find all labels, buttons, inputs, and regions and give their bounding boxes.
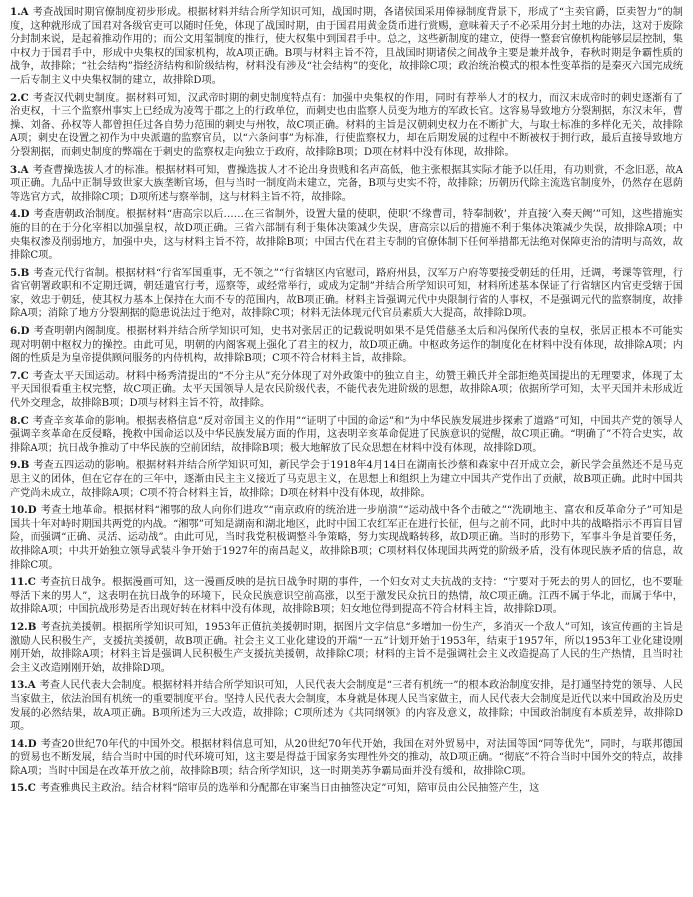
answer-letter: C [27, 576, 36, 589]
question-number: 12. [10, 620, 28, 633]
explanation-text: 考查元代行省制。根据材料“行省军国重事，无不领之”“行省辖区内官慰司，路府州县，汉军万户府等要接受朝廷的任用，迁调，考课等管理，行省官朝署政职和不定期迁调，朝廷遣官行考，巡察等，或经常举行，或成为定制”并结合所学知识可知，材料所述基本保证了行省辖区内官吏受辖于国家，效忠于朝廷，使其权力基本上保持在大而不专的范围内，故B项正确。材料主旨强调元代中央限制行省的人事权，不是强调元代的监察制度，故排除A项；消除了地方分裂割据的隐患说法过于绝对，故排除C项；材料无法体现元代官员素质大大提高，故排除D项。 [10, 267, 683, 320]
answer-item [10, 459, 683, 500]
answer-letter: B [20, 266, 30, 279]
explanation-text: 考查战国时期官僚制度初步形成。根据材料并结合所学知识可知，战国时期，各诸侯国采用俸禄制度背景下，形成了“主卖官爵，臣卖智力”的制度，这种就形成了国君对各级官吏可以随时任免，体现了战国时期，由于国君用黄金货币进行赏赐，意味着天子不必采用分封土地的办法，这对于废除分封制来说，是起着推动作用的；而公文用玺制度的推行，使大权集中到国君手中。总之，这些新制度的建立，使得一整套官僚机构能够层层控制，集中权力于国君手中，形成中央集权的国家机构，故A项正确。B项与材料主旨不符，且战国时期诸侯之间战争主要是兼并战争，春秋时期是争霸性质的战争，故排除；“社会结构”指经济结构和阶级结构，材料没有涉及“社会结构”的变化，故排除C项；政治统治模式的根本性变革指的是秦灭六国完成统一后专制主义中央集权制的建立，故排除D项。 [10, 7, 683, 86]
answer-letter: C [20, 91, 29, 104]
explanation-text: 考查太平天国运动。材料中杨秀清提出的“不分主从”充分体现了对外政策中的独立自主，幼赞王赖氏并全部拒绝英国提出的无理要求，体现了太平天国很看重主权完整，故C项正确。太平天国领导人是农民阶级代表，不能代表先进阶级的思想，故排除A项；依据所学可知，太平天国并未形成近代外交理念，故排除B项；D项与材料主旨不符，故排除。 [10, 370, 683, 410]
answer-item [10, 92, 683, 160]
question-number: 1. [10, 6, 21, 18]
answer-letter: A [20, 6, 29, 18]
answer-item [10, 415, 683, 456]
answer-letter: D [27, 737, 37, 750]
answer-list [10, 6, 683, 796]
question-number: 5. [10, 266, 21, 279]
answer-item [10, 621, 683, 675]
explanation-text: 考查抗日战争。根据漫画可知，这一漫画反映的是抗日战争时期的事件，一个妇女对丈夫抗战的支持：“宁要对于死去的男人的回忆，也不要耻辱活下来的男人”，这表明在抗日战争的环境下，民众民族意识空前高涨，以至于激发民众抗日的热情，故C项正确。江西不属于华北，而属于华中，故排除A项；中国抗战形势是否出现好转在材料中没有体现，故排除B项；妇女地位得到提高不符合材料主旨，故排除D项。 [10, 577, 683, 616]
question-number: 8. [10, 414, 21, 427]
explanation-text: 考查抗美援朝。根据所学知识可知，1953年正值抗美援朝时期，据图片文字信息“多增加一份生产，多消灭一个敌人”可知，该宣传画的主旨是激励人民积极生产，支援抗美援朝，故B项正确。社会主义工业化建设的开端“一五”计划开始于1953年，结束于1957年，所以1953年工业化建设刚刚开始，故排除A项；材料主旨是强调人民积极生产支援抗美援朝，故排除C项；材料的主旨不是强调社会主义改造提高了人民的生产热情，且当时社会主义改造刚刚开始，故排除D项。 [10, 621, 683, 674]
question-number: 14. [10, 737, 28, 750]
answer-letter: B [27, 620, 37, 633]
answer-item [10, 6, 683, 88]
answer-item [10, 504, 683, 572]
answer-letter: A [27, 679, 36, 692]
question-number: 7. [10, 369, 21, 382]
answer-letter: D [20, 208, 30, 221]
answer-letter: D [20, 325, 30, 338]
answer-letter: D [27, 504, 37, 517]
answer-item [10, 738, 683, 779]
explanation-text: 考查辛亥革命的影响。根据表格信息“反对帝国主义的作用”“证明了中国的命运”和“为中华民族发展进步探索了道路”可知，中国共产党的领导人强调辛亥革命在反侵略，挽救中国命运以及中华民族发展方面的作用，这表明辛亥革命促进了民族意识的觉醒，故C项正确。“明确了”不符合史实，故排除A项；抗日战争推动了中华民族的空前团结，故排除B项；极大地解放了民众思想在材料中没有体现，故排除D项。 [10, 415, 683, 454]
answer-letter: C [27, 782, 36, 795]
explanation-text: 考查雅典民主政治。结合材料“陪审员的选举和分配都在审案当日由抽签决定”可知，陪审员由公民抽签产生，这 [39, 783, 540, 795]
explanation-text: 考查五四运动的影响。根据材料并结合所学知识可知，新民学会于1918年4月14日在湖南长沙蔡和森家中召开成立会，新民学会虽然还不是马克思主义的团体，但在它存在的三年中，逐渐由民主主义接近了马克思主义，在思想上和组织上为建立中国共产党作出了贡献，故B项正确。此时中国共产党尚未成立，故排除A项；C项不符合材料主旨，故排除；D项在材料中没有体现，故排除。 [10, 460, 683, 499]
answer-letter: C [20, 369, 29, 382]
answer-item [10, 576, 683, 617]
question-number: 4. [10, 208, 21, 221]
explanation-text: 考查唐朝政治制度。根据材料“唐高宗以后……在三省制外，设置大量的使职，使职‘不缘曹司，特奉制敕’，并直接‘入奏天阙’”可知，这些措施实施的目的在于分化宰相以加强皇权，故D项正确。三省六部制有利于集体决策减少失误，唐高宗以后的措施不利于集体决策减少失误，故排除A项；中央集权渗及削弱地方，加强中央，这与材料主旨不符，故排除B项；中国古代在君主专制的官僚体制下任何举措都无法绝对保障吏治的清明与高效，故排除C项。 [10, 209, 683, 262]
answer-item [10, 782, 683, 796]
question-number: 9. [10, 459, 21, 472]
question-number: 10. [10, 504, 28, 517]
answer-item [10, 370, 683, 411]
answer-letter: A [20, 163, 29, 176]
question-number: 11. [10, 576, 28, 589]
answer-item [10, 679, 683, 733]
question-number: 3. [10, 163, 21, 176]
answer-letter: B [20, 459, 30, 472]
question-number: 2. [10, 91, 21, 104]
question-number: 15. [10, 782, 28, 795]
explanation-text: 考查明朝内阁制度。根据材料并结合所学知识可知，史书对张居正的记载说明如果不是凭借慈圣太后和冯保所代表的皇权，张居正根本不可能实现对明朝中枢权力的操控。由此可见，明朝的内阁客观上强化了君主的权力，故D项正确。中枢政务运作的制度化在材料中没有体现，故排除A项；内阁的性质是为皇帝提供顾问服务的内侍机构，故排除B项；C项不符合材料主旨，故排除。 [10, 326, 683, 365]
answer-item [10, 267, 683, 321]
explanation-text: 考查土地革命。根据材料“湘鄂的敌人向你们进攻”“南京政府的统治进一步崩溃”“运动战中各个击破之”“洗刷地主、富农和反革命分子”可知是国共十年对峙时期国共两党的内战。“湘鄂”可知是湖南和湖北地区，此时中国工农红军正在进行长征，但与之前不同，此时中共的战略指示不再盲目冒险，而强调“正确、灵活、运动战”。由此可见，当时我党积极调整斗争策略，努力实现战略转移，故D项正确。当时的形势下，军事斗争是首要任务，故排除A项；中共开始独立领导武装斗争开始于1927年的南昌起义，故排除B项；C项材料仅体现国共两党的阶级矛盾，没有体现民族矛盾的信息，故排除C项。 [10, 505, 683, 571]
explanation-text: 考查曹操选拔人才的标准。根据材料可知，曹操选拔人才不论出身贵贱和名声高低，他主张根据其实际才能予以任用，有功则赏，不念旧恶，故A项正确。九品中正制导致世家大族垄断官场，但与当时一制度尚未建立，完备，B项与史实不符，故排除；历朝历代除主流选官制度外，仍然存在恩荫等选官方式，故排除C项；D项所述与察举制，这与材料主旨不符，故排除。 [10, 164, 683, 203]
explanation-text: 考查人民代表大会制度。根据材料并结合所学知识可知，人民代表大会制度是“三者有机统一”的根本政治制度安排，是打通坚持党的领导、人民当家做主，依法治国有机统一的重要制度平台。坚持人民代表大会制度，本身就是体现人民当家做主，而人民代表大会制度是近代以来中国政治及历史发展的必然结果，故A项正确。B项所述为三大改造，故排除；C项所述为《共同纲领》的内容及意义，故排除；中国政治制度有本质差异，故排除D项。 [10, 680, 683, 733]
explanation-text: 考查汉代刺史制度。据材料可知，汉武帝时期的刺史制度特点有：加强中央集权的作用，同时有荐举人才的权力，而汉末成帝时的刺史逐渐有了治吏权，十三个监察州事实上已经成为凌驾于郡之上的行政单位，而刺史也由监察人员变为地方的军政长官。这容易导致地方分裂割据，东汉末年，曹操、刘备、孙权等人都曾担任过各自势力范围的刺史与州牧，故C项正确。材料的主旨是汉朝刺史权力在不断扩大，与取士标准的多样化无关，故排除A项；刺史在设置之初作为中央派遣的监察官员，以“六条问事”为标准，行使监察权力，却在后期发展的过程中不断被权于拥行政，最后直接导致地方分裂割据，而刺史制度的弊端在于刺史的监察权走向独立于政府，故排除B项；D项在材料中没有体现，故排除。 [10, 92, 683, 158]
answer-item [10, 325, 683, 366]
answer-letter: C [20, 414, 29, 427]
answer-item [10, 164, 683, 205]
question-number: 6. [10, 325, 21, 338]
answer-item [10, 208, 683, 262]
question-number: 13. [10, 679, 28, 692]
explanation-text: 考查20世纪70年代的中国外交。根据材料信息可知，从20世纪70年代开始，我国在对外贸易中，对法国等国“同等优先”，同时，与联邦德国的贸易也不断发展，结合当时中国的时代环境可知，这主要是得益于国家务实理性外交的推动，故D项正确。“彻底”不符合当时中国外交的特点，故排除A项；当时中国是在改革开放之前，故排除B项；结合所学知识，这一时期美苏争霸局面并没有缓和，故排除C项。 [10, 738, 683, 777]
